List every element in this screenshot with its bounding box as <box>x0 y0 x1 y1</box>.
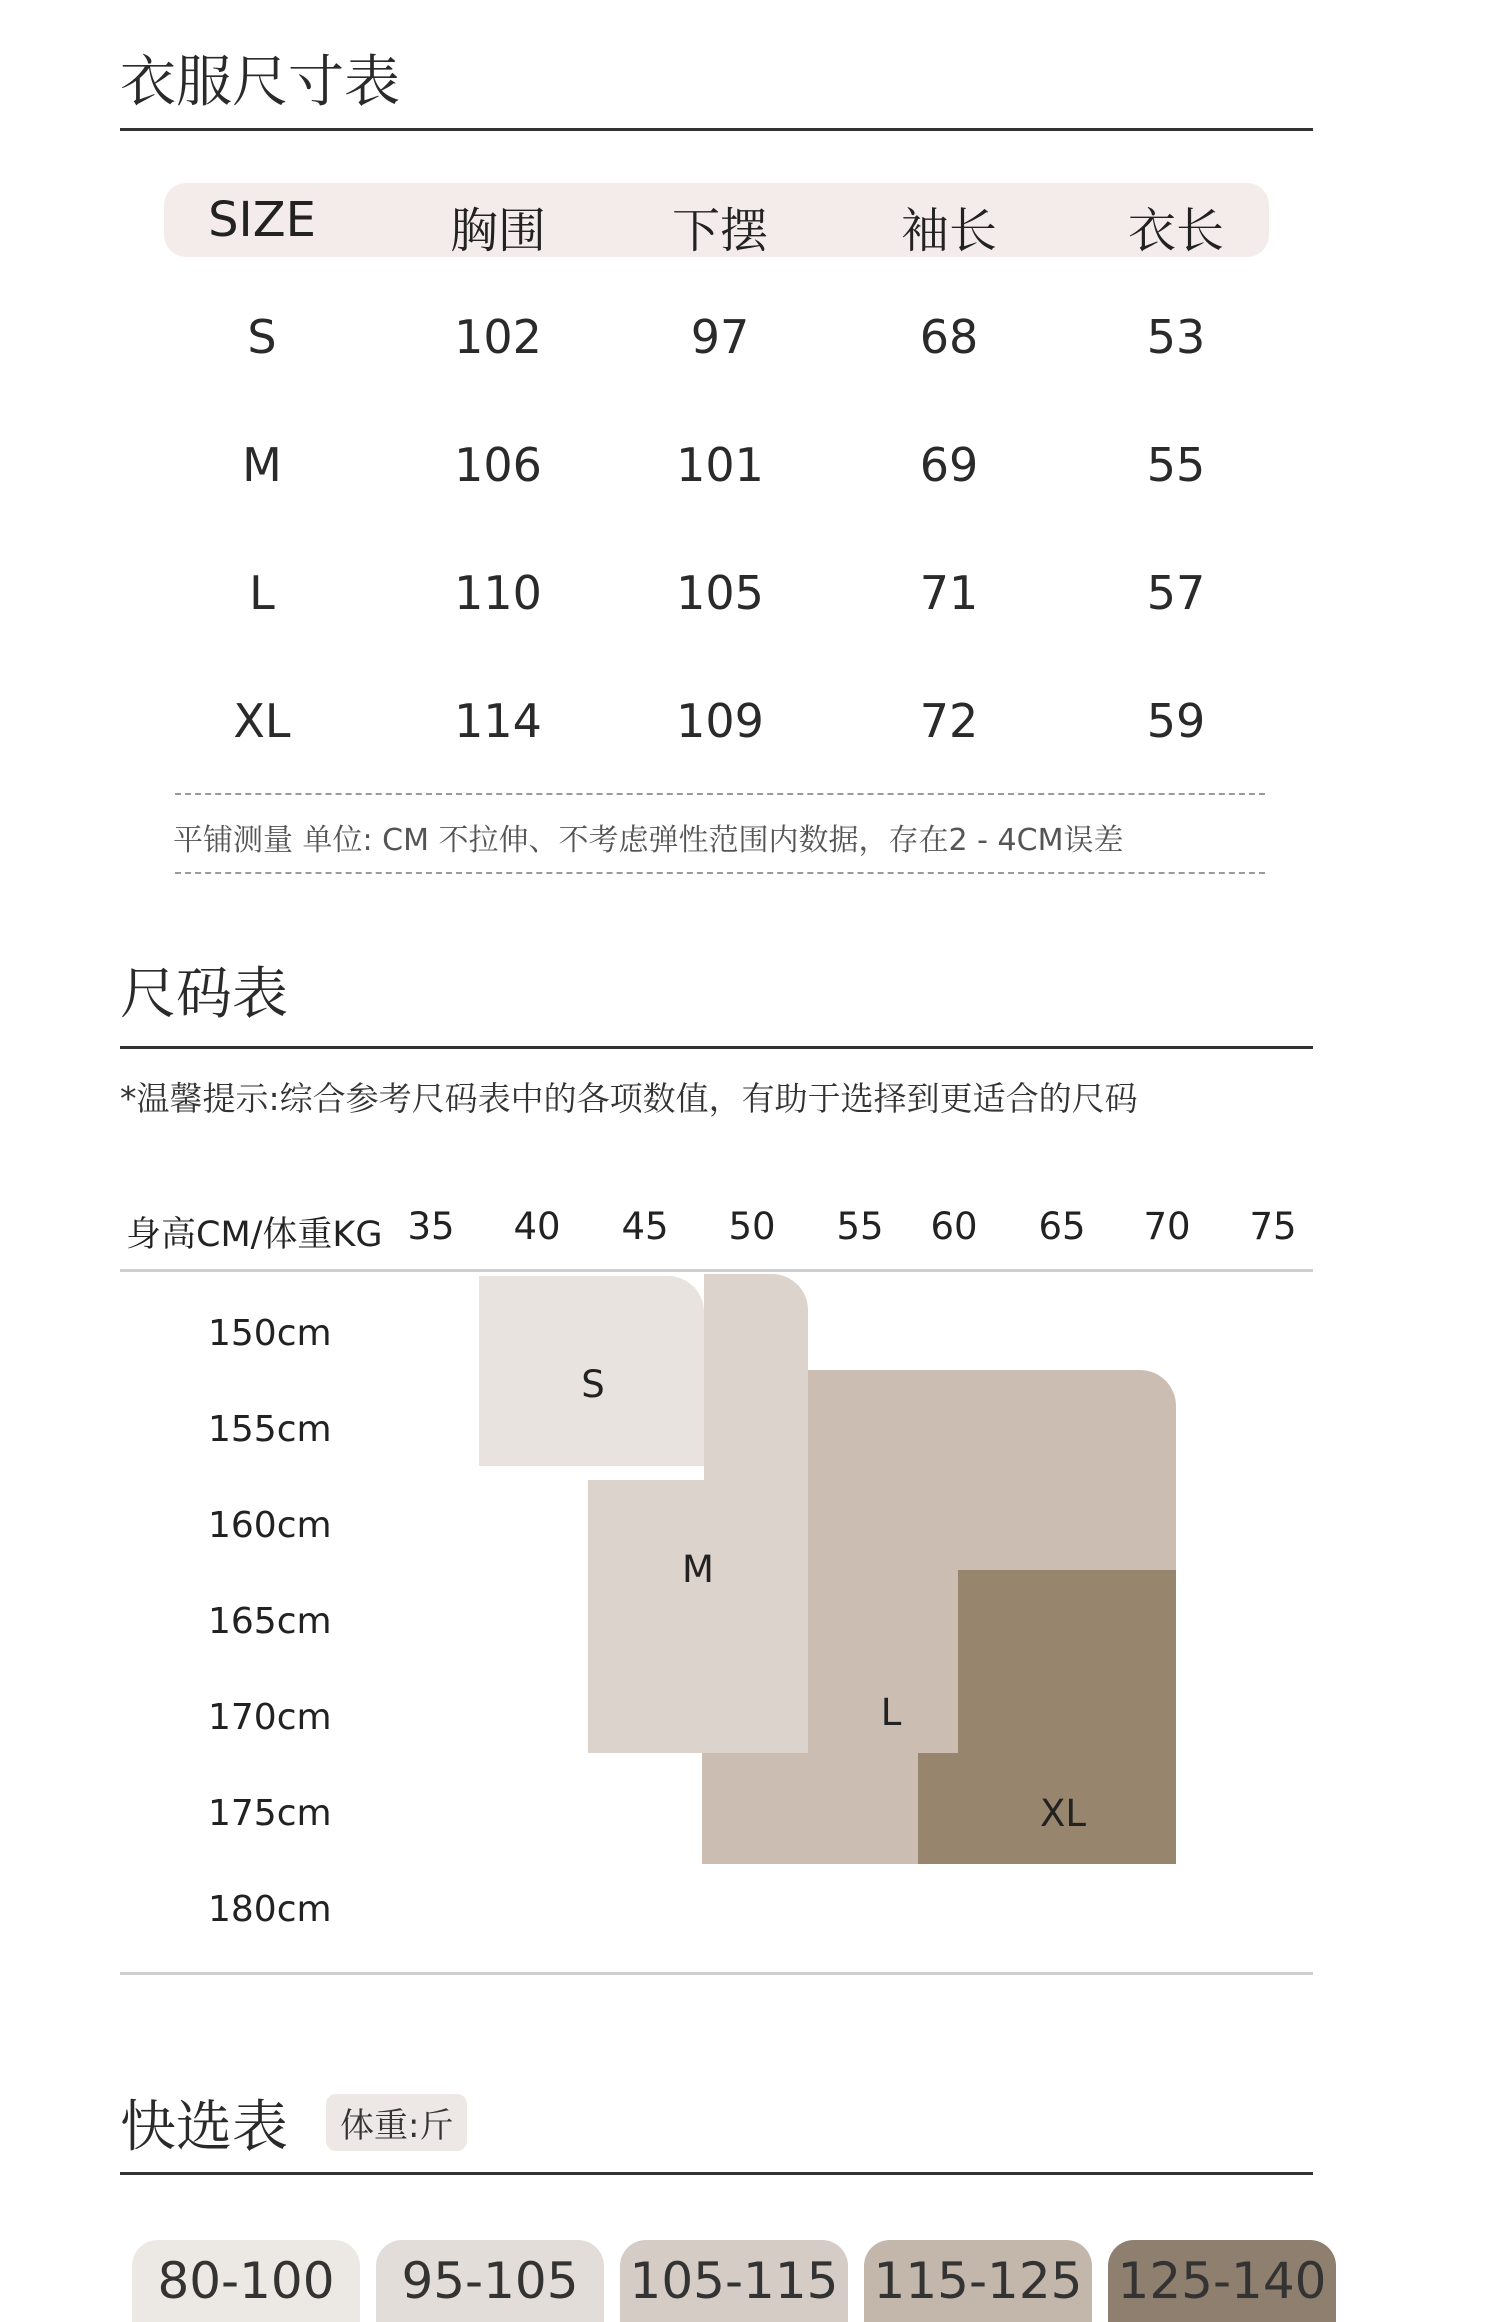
measurement-note: 平铺测量 单位: CM 不拉伸、不考虑弹性范围内数据，存在2 - 4CM误差 <box>173 823 1124 858</box>
zone-l-upper <box>808 1370 1176 1570</box>
axis-label: 身高CM/体重KG <box>126 1215 383 1255</box>
weight-range-105-115[interactable]: 105-115 <box>620 2240 848 2322</box>
row-m-length: 55 <box>1146 438 1206 492</box>
header-chest: 胸围 <box>449 203 546 259</box>
row-l-sleeve: 71 <box>919 566 979 620</box>
row-l-chest: 110 <box>454 566 542 620</box>
row-xl-hem: 109 <box>676 694 764 748</box>
size-chart-title-rule <box>120 128 1313 131</box>
quick-select-title: 快选表 <box>120 2095 288 2160</box>
zone-l-lower <box>702 1753 918 1864</box>
row-xl-chest: 114 <box>454 694 542 748</box>
size-chart-title: 衣服尺寸表 <box>120 50 400 115</box>
header-length: 衣长 <box>1127 203 1224 259</box>
height-label-180: 180cm <box>208 1889 332 1930</box>
zone-m <box>588 1480 808 1753</box>
zone-label-m: M <box>682 1548 714 1591</box>
zone-label-s: S <box>581 1363 605 1406</box>
weight-range-125-140[interactable]: 125-140 <box>1108 2240 1336 2322</box>
weight-range-115-125[interactable]: 115-125 <box>864 2240 1092 2322</box>
weight-tick-40: 40 <box>513 1205 561 1248</box>
row-m-hem: 101 <box>676 438 764 492</box>
header-sleeve: 袖长 <box>900 203 997 259</box>
height-label-170: 170cm <box>208 1697 332 1738</box>
header-size: SIZE <box>208 192 316 248</box>
row-s-hem: 97 <box>690 310 750 364</box>
row-s-size: S <box>247 310 277 364</box>
weight-tick-60: 60 <box>930 1205 978 1248</box>
height-label-165: 165cm <box>208 1601 332 1642</box>
header-hem: 下摆 <box>671 203 768 259</box>
row-m-sleeve: 69 <box>919 438 979 492</box>
row-xl-sleeve: 72 <box>919 694 979 748</box>
weight-tick-50: 50 <box>728 1205 776 1248</box>
row-xl-length: 59 <box>1146 694 1206 748</box>
weight-tick-45: 45 <box>621 1205 669 1248</box>
row-s-sleeve: 68 <box>919 310 979 364</box>
weight-tick-70: 70 <box>1143 1205 1191 1248</box>
height-label-175: 175cm <box>208 1793 332 1834</box>
row-xl-size: XL <box>233 694 291 748</box>
note-bottom-divider <box>175 872 1265 874</box>
weight-tick-55: 55 <box>836 1205 884 1248</box>
fit-tip: *温馨提示:综合参考尺码表中的各项数值，有助于选择到更适合的尺码 <box>120 1079 1138 1118</box>
row-l-length: 57 <box>1146 566 1206 620</box>
axis-rule <box>120 1269 1313 1272</box>
weight-range-95-105[interactable]: 95-105 <box>376 2240 604 2322</box>
weight-range-80-100[interactable]: 80-100 <box>132 2240 360 2322</box>
height-label-160: 160cm <box>208 1505 332 1546</box>
row-s-length: 53 <box>1146 310 1206 364</box>
weight-unit-badge: 体重:斤 <box>326 2094 467 2151</box>
zone-label-l: L <box>880 1691 902 1734</box>
row-m-chest: 106 <box>454 438 542 492</box>
note-top-divider <box>175 793 1265 795</box>
zone-label-xl: XL <box>1040 1792 1086 1835</box>
row-l-hem: 105 <box>676 566 764 620</box>
row-l-size: L <box>249 566 275 620</box>
weight-tick-35: 35 <box>407 1205 455 1248</box>
row-s-chest: 102 <box>454 310 542 364</box>
height-label-150: 150cm <box>208 1313 332 1354</box>
zone-xl-upper <box>958 1570 1176 1753</box>
row-m-size: M <box>242 438 282 492</box>
height-label-155: 155cm <box>208 1409 332 1450</box>
quick-select-title-rule <box>120 2172 1313 2175</box>
weight-tick-75: 75 <box>1249 1205 1297 1248</box>
fit-chart-title-rule <box>120 1046 1313 1049</box>
fit-chart-bottom-rule <box>120 1972 1313 1975</box>
fit-chart-title: 尺码表 <box>120 962 288 1027</box>
weight-tick-65: 65 <box>1038 1205 1086 1248</box>
